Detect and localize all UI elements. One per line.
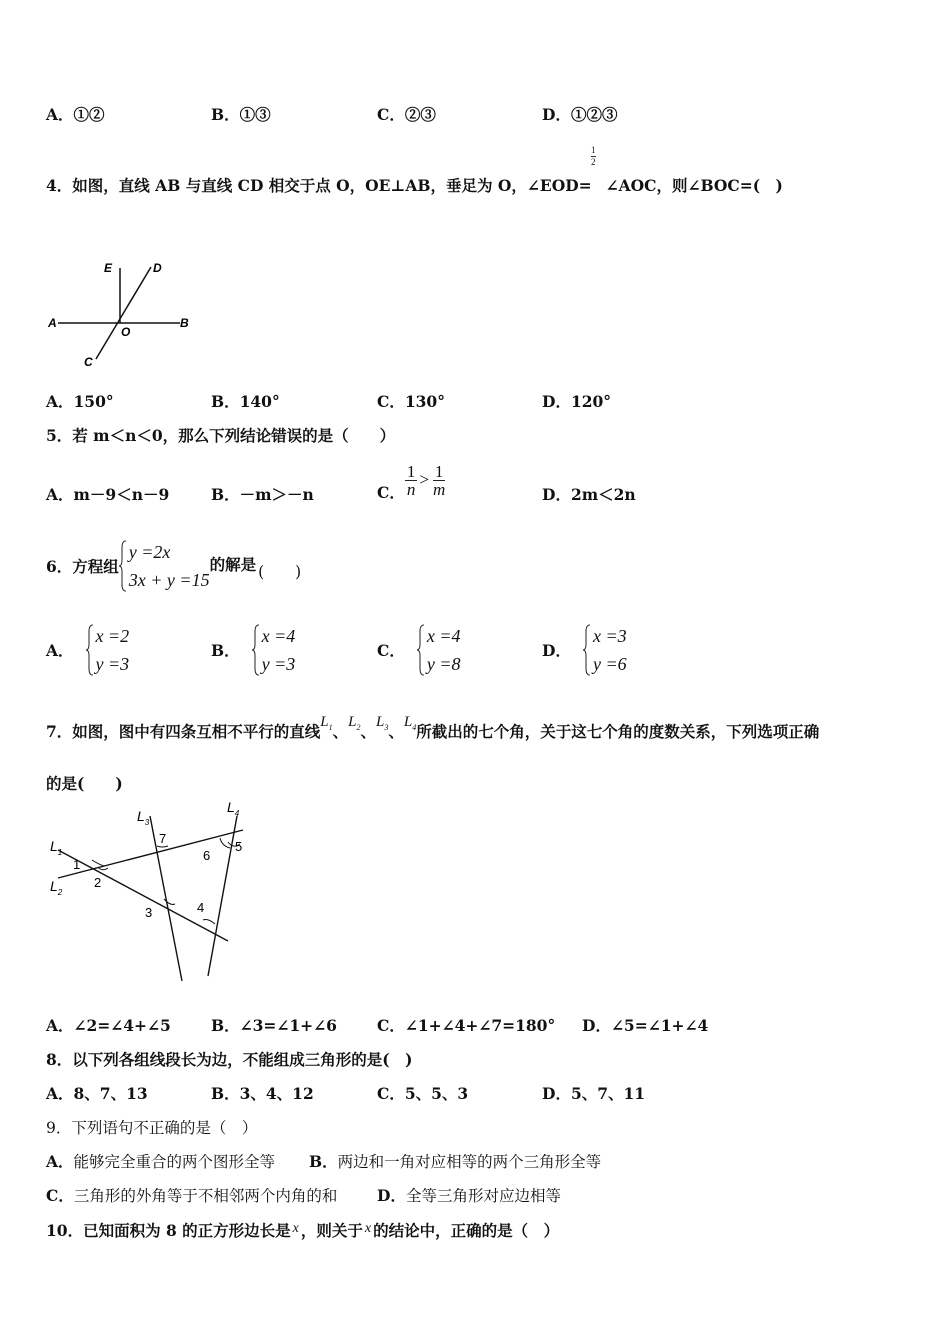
q7-line-l2: $L_2$ — [348, 714, 361, 732]
q3-option-b: B．①③ — [211, 105, 271, 124]
q4-text-after: ∠AOC，则∠BOC=( ) — [605, 176, 783, 195]
q7-label-l1: $L_1$ — [50, 838, 63, 857]
q7-text-before: 7．如图，图中有四条互相不平行的直线 — [46, 722, 321, 741]
q9-option-b-label: B． — [309, 1152, 338, 1171]
q4-option-b: B．140° — [211, 392, 280, 411]
q7-stem-line2: 的是( ) — [46, 774, 123, 793]
q4-figure — [40, 255, 200, 370]
q8-stem: 8．以下列各组线段长为边，不能组成三角形的是( ) — [46, 1050, 413, 1069]
q6-option-d — [542, 622, 627, 678]
q5-option-a: A．m－9＜n－9 — [46, 485, 170, 504]
q4-option-c: C．130° — [377, 392, 445, 411]
q5-option-d: D．2m＜2n — [542, 485, 636, 504]
q9-option-a-text: 能够完全重合的两个图形全等 — [73, 1153, 276, 1171]
q9-option-a-label: A． — [46, 1152, 74, 1171]
q9-option-c-text: 三角形的外角等于不相邻两个内角的和 — [73, 1187, 338, 1205]
q6-option-a-system — [86, 622, 130, 678]
q4-label-c: C — [84, 355, 93, 369]
q7-angle-4: 4 — [197, 900, 205, 915]
q4-label-d: D — [153, 261, 162, 275]
q6-paren: ( ) — [258, 563, 302, 581]
q8-option-a: A．8、7、13 — [46, 1084, 148, 1103]
q9-option-c — [46, 1184, 337, 1206]
q7-line-l2-draw — [58, 830, 243, 878]
q6-option-b — [211, 622, 295, 678]
q7-arc-1 — [92, 860, 104, 866]
q7-sep-3: 、 — [388, 722, 404, 741]
q6-option-c-row1: x =4 — [426, 626, 461, 646]
q6-option-d-row1: x =3 — [592, 626, 627, 646]
q7-angle-3: 3 — [145, 905, 153, 920]
q6-option-b-row2: y =3 — [261, 654, 296, 674]
q5-frac-left-den: n — [406, 479, 416, 499]
q9-option-c-label: C． — [46, 1186, 74, 1205]
q7-option-b: B．∠3=∠1+∠6 — [211, 1016, 337, 1035]
q3-option-a: A．①② — [46, 105, 105, 124]
q5-frac-left-num: 1 — [406, 461, 416, 481]
q6-label: 6．方程组 — [46, 557, 119, 576]
q7-line-l1-draw — [58, 850, 228, 941]
q10-var-x-1: x — [292, 1221, 299, 1236]
q6-eq1: y =2x — [128, 542, 171, 562]
q4-label-e: E — [104, 261, 113, 275]
q4-frac-num: 1 — [591, 145, 596, 155]
q7-line-l4: $L_4$ — [403, 714, 417, 732]
q9-option-d-label: D． — [377, 1186, 406, 1205]
q6-option-c — [377, 622, 460, 678]
q4-option-d: D．120° — [542, 392, 612, 411]
q10-text-c: 的结论中，正确的是（ ） — [373, 1221, 560, 1240]
q7-figure — [40, 796, 260, 988]
q7-line-l1: $L_1$ — [320, 714, 333, 732]
q5-frac-right — [431, 463, 447, 498]
q4-label-b: B — [180, 316, 189, 330]
q7-angle-5: 5 — [235, 839, 243, 854]
q6-option-d-row2: y =6 — [592, 654, 627, 674]
q4-label-a: A — [48, 316, 57, 330]
q9-option-d — [377, 1184, 561, 1206]
q10-var-x-2: x — [364, 1221, 372, 1236]
q7-label-l4: $L_4$ — [227, 799, 240, 818]
q8-option-c: C．5、5、3 — [377, 1084, 469, 1103]
q6-stem — [46, 538, 301, 594]
q7-arc-7 — [157, 846, 168, 847]
q6-brace — [119, 540, 127, 592]
q7-angle-7: 7 — [159, 831, 167, 846]
q5-frac-right-den: m — [432, 479, 446, 499]
q5-frac-right-num: 1 — [434, 461, 444, 481]
q7-stem — [46, 714, 820, 742]
q8-option-b: B．3、4、12 — [211, 1084, 314, 1103]
q10-text-b: ，则关于 — [300, 1221, 363, 1240]
q6-option-d-system — [583, 622, 627, 678]
q9-option-b-text: 两边和一角对应相等的两个三角形全等 — [337, 1153, 602, 1171]
q4-option-a: A．150° — [46, 392, 114, 411]
q7-line-l4-draw — [208, 816, 237, 976]
q4-stem — [46, 174, 783, 196]
q5-relation: > — [419, 470, 429, 489]
q7-angle-1: 1 — [73, 857, 81, 872]
q7-arc-4 — [203, 920, 215, 925]
q3-option-c: C．②③ — [377, 105, 436, 124]
q5-option-c-label: C． — [377, 483, 405, 502]
q6-option-a — [46, 622, 129, 678]
q9-stem: 9．下列语句不正确的是（ ） — [46, 1119, 258, 1137]
q3-option-d: D．①②③ — [542, 105, 618, 124]
q5-frac-left — [405, 463, 418, 498]
q4-label-o: O — [121, 325, 131, 339]
q7-sep-1: 、 — [332, 722, 349, 741]
q5-option-c — [377, 459, 447, 501]
q6-option-a-label: A． — [46, 641, 74, 660]
q4-frac-den: 2 — [591, 157, 596, 167]
q6-option-b-system — [252, 622, 296, 678]
q5-option-b: B．－m＞－n — [211, 485, 314, 504]
q7-line-l3: $L_3$ — [376, 714, 389, 732]
q6-option-a-row2: y =3 — [95, 654, 130, 674]
q7-sep-2: 、 — [360, 722, 377, 741]
q5-stem: 5．若 m＜n＜0，那么下列结论错误的是（ ） — [46, 426, 396, 445]
q9-option-d-text: 全等三角形对应边相等 — [405, 1187, 561, 1205]
q6-system — [119, 538, 210, 594]
q9-option-a — [46, 1150, 275, 1172]
q4-line-cd — [96, 267, 151, 359]
q4-text-before: 4．如图，直线 AB 与直线 CD 相交于点 O，OE⊥AB，垂足为 O，∠EOD= — [46, 176, 592, 195]
q7-text-after: 所截出的七个角，关于这七个角的度数关系，下列选项正确 — [416, 722, 820, 741]
q7-label-l3: $L_3$ — [137, 808, 150, 827]
q10-stem — [46, 1219, 559, 1241]
q6-eq2: 3x + y =15 — [128, 570, 210, 590]
q6-option-c-label: C． — [377, 641, 405, 660]
q6-suffix: 的解是 — [209, 555, 257, 574]
q8-option-d: D．5、7、11 — [542, 1084, 646, 1103]
q9-option-b — [309, 1150, 601, 1172]
q6-option-d-label: D． — [542, 641, 571, 660]
q7-option-d: D．∠5=∠1+∠4 — [582, 1016, 709, 1035]
q7-option-c: C．∠1+∠4+∠7=180° — [377, 1016, 556, 1035]
q6-option-c-system — [417, 622, 461, 678]
q7-angle-2: 2 — [94, 875, 102, 890]
q7-angle-6: 6 — [203, 848, 211, 863]
q6-option-b-row1: x =4 — [261, 626, 296, 646]
q4-fraction — [591, 145, 596, 168]
q7-label-l2: $L_2$ — [50, 878, 63, 897]
q10-text-a: 10．已知面积为 8 的正方形边长是 — [46, 1221, 291, 1240]
q6-option-a-row1: x =2 — [95, 626, 130, 646]
q7-option-a: A．∠2=∠4+∠5 — [46, 1016, 171, 1035]
q6-option-c-row2: y =8 — [426, 654, 461, 674]
q6-option-b-label: B． — [211, 641, 240, 660]
